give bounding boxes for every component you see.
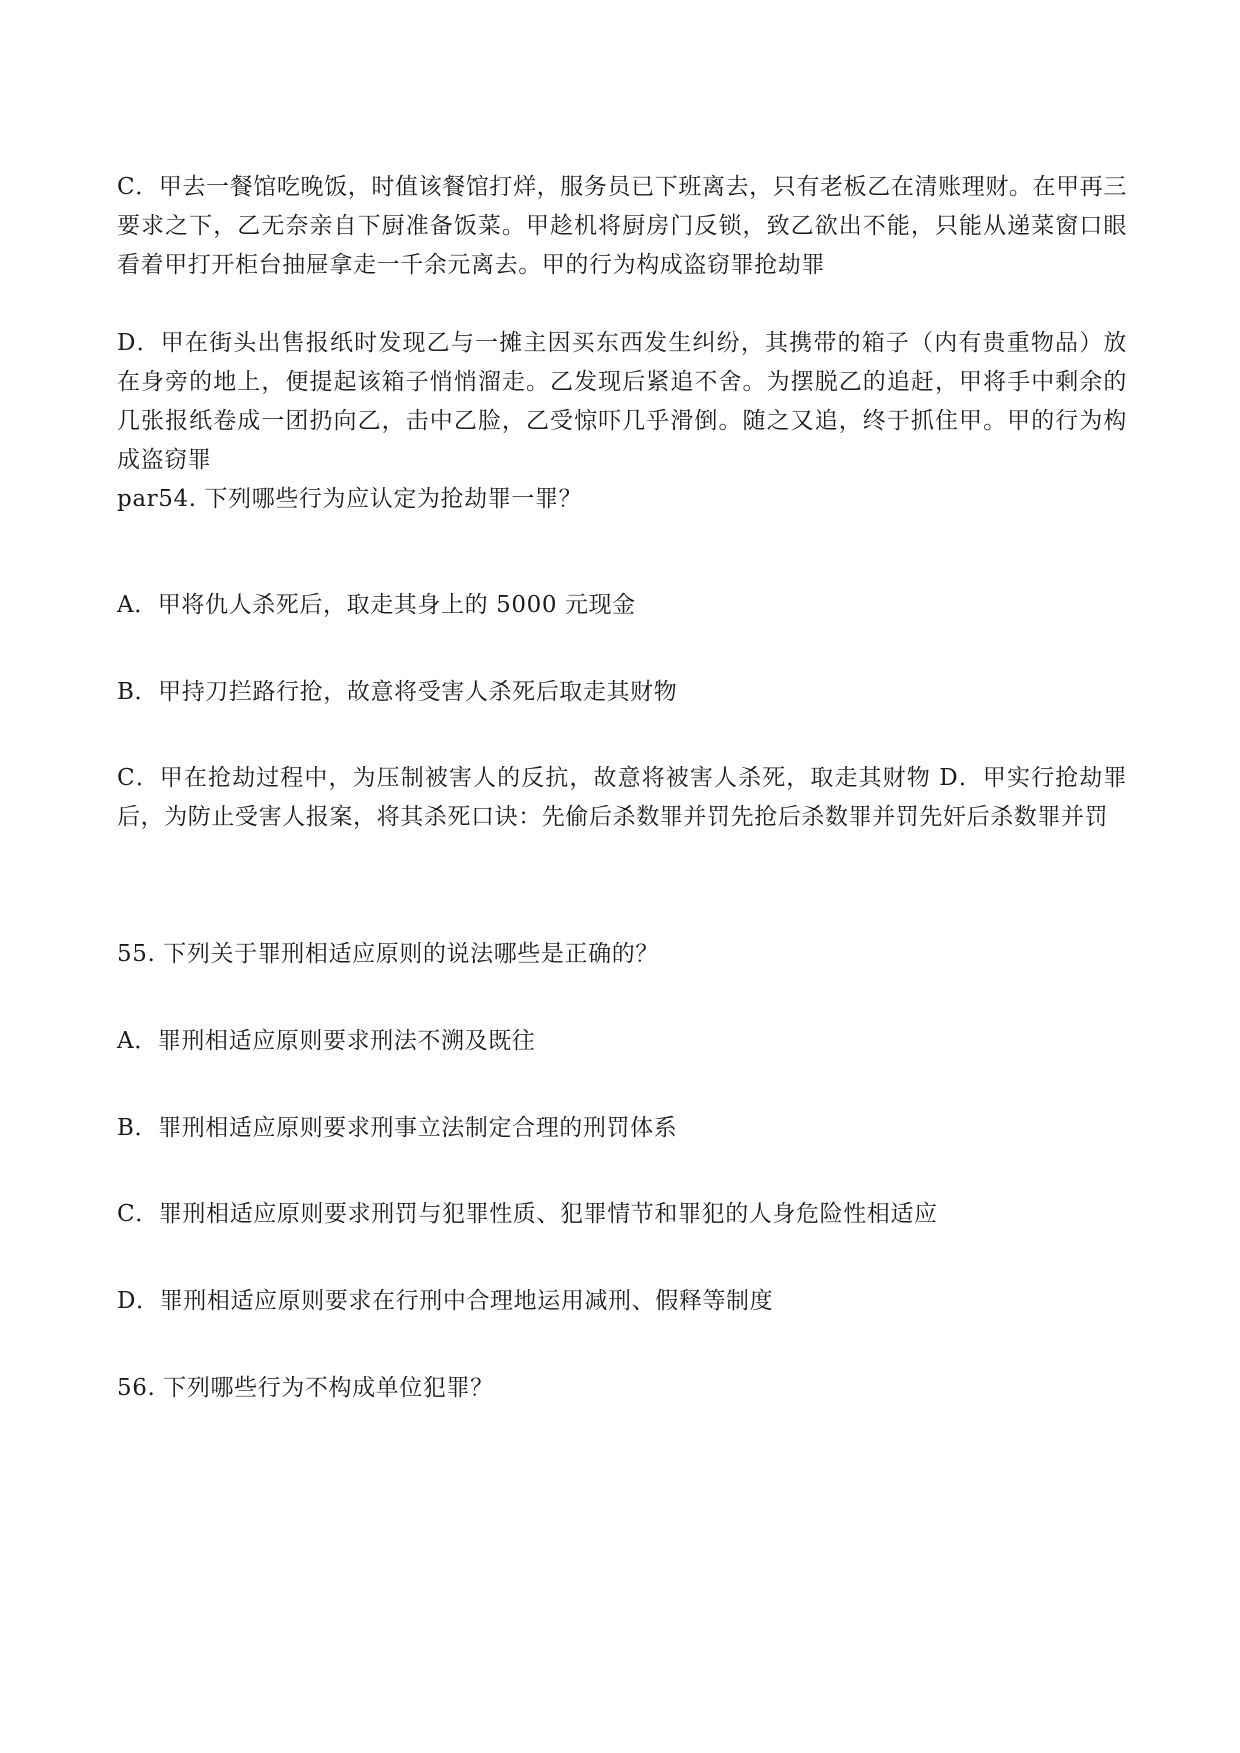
option-d-q53: D．甲在街头出售报纸时发现乙与一摊主因买东西发生纠纷，其携带的箱子（内有贵重物品）放在身旁的地上，便提起该箱子悄悄溜走。乙发现后紧追不舍。为摆脱乙的追赶，甲将手中剩余的几张报纸卷成一团扔向乙，击中乙脸，乙受惊吓几乎滑倒。随之又追，终于抓住甲。甲的行为构成盗窃罪 (117, 330, 1127, 473)
option-d-q55: D．罪刑相适应原则要求在行刑中合理地运用减刑、假释等制度 (117, 1288, 774, 1314)
option-c-d-q54: C．甲在抢劫过程中，为压制被害人的反抗，故意将被害人杀死，取走其财物 D．甲实行抢劫罪后，为防止受害人报案，将其杀死口诀：先偷后杀数罪并罚先抢后杀数罪并罚先奸后杀数罪并罚 (117, 765, 1127, 830)
option-c-q55: C．罪刑相适应原则要求刑罚与犯罪性质、犯罪情节和罪犯的人身危险性相适应 (117, 1201, 938, 1227)
option-b-q55: B．罪刑相适应原则要求刑事立法制定合理的刑罚体系 (117, 1115, 678, 1141)
question-55: 55. 下列关于罪刑相适应原则的说法哪些是正确的？ (117, 941, 659, 967)
option-c-q53: C．甲去一餐馆吃晚饭，时值该餐馆打烊，服务员已下班离去，只有老板乙在清账理财。在甲再三要求之下，乙无奈亲自下厨准备饭菜。甲趁机将厨房门反锁，致乙欲出不能，只能从递菜窗口眼看着甲打开柜台抽屉拿走一千余元离去。甲的行为构成盗窃罪抢劫罪 (117, 174, 1127, 278)
question-54: par54. 下列哪些行为应认定为抢劫罪一罪？ (117, 486, 583, 512)
option-a-q54: A．甲将仇人杀死后，取走其身上的 5000 元现金 (117, 592, 636, 618)
option-b-q54: B．甲持刀拦路行抢，故意将受害人杀死后取走其财物 (117, 679, 678, 705)
question-56: 56. 下列哪些行为不构成单位犯罪？ (117, 1375, 494, 1401)
option-a-q55: A．罪刑相适应原则要求刑法不溯及既往 (117, 1028, 536, 1054)
